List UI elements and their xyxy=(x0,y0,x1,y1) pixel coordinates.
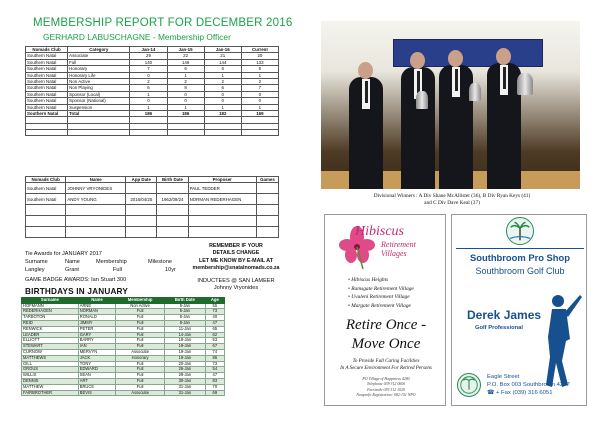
birthday-cell: CURNOW xyxy=(22,349,79,355)
golf-club-badge-icon xyxy=(457,373,481,397)
birthday-row xyxy=(22,390,225,396)
birthday-cell: 40 xyxy=(205,315,224,321)
membership-cell: 0 xyxy=(204,91,241,97)
address-line: Eagle Street xyxy=(487,374,520,380)
rsvp-notice xyxy=(186,243,286,273)
proshop-pro-role: Golf Professional xyxy=(475,325,523,331)
birthday-cell: 73 xyxy=(205,361,224,367)
tie-name: Grant xyxy=(65,267,79,273)
village-list-item: • Hibiscus Heights xyxy=(348,277,389,283)
birthday-cell: 18-Jan xyxy=(165,338,206,344)
birthday-cell: 31-Jan xyxy=(165,390,206,396)
membership-cell: 0 xyxy=(167,91,204,97)
membership-cell: 1 xyxy=(130,91,167,97)
membership-cell: 22 xyxy=(167,53,204,59)
membership-cell: Southern Natal xyxy=(26,59,68,65)
tagline-2: In A Secure Environment For Retired Persons xyxy=(340,365,432,371)
new-member-header-cell: Proposer xyxy=(188,177,256,183)
membership-cell: Sponsor (National) xyxy=(68,98,130,104)
birthday-cell: Full xyxy=(116,344,165,350)
membership-cell: 1 xyxy=(167,104,204,110)
birthday-cell: ARNE xyxy=(78,303,115,309)
membership-cell: 7 xyxy=(130,66,167,72)
rsvp-line-1: REMEMBER IF YOUR xyxy=(209,243,263,249)
proshop-divider xyxy=(456,248,584,249)
membership-cell: 186 xyxy=(130,111,167,117)
membership-cell: 1 xyxy=(241,104,278,110)
person-1 xyxy=(349,77,383,189)
birthday-cell: SEAN xyxy=(78,373,115,379)
birthday-cell: Associate xyxy=(116,349,165,355)
membership-table xyxy=(25,46,279,136)
membership-cell: 169 xyxy=(241,111,278,117)
new-member-cell: Southern Natal xyxy=(26,194,66,205)
birthday-cell: JIMMY xyxy=(78,320,115,326)
proshop-advert xyxy=(451,214,587,406)
village-list-item: • Ramsgate Retirement Village xyxy=(348,285,414,292)
membership-cell: Southern Natal xyxy=(26,111,68,117)
birthday-cell: Honorary xyxy=(116,355,165,361)
membership-cell: Honorary xyxy=(68,66,130,72)
birthday-cell: MERVYN xyxy=(78,349,115,355)
report-title: MEMBERSHIP REPORT FOR DECEMBER 2016 xyxy=(33,17,293,29)
birthday-cell: PETER xyxy=(78,326,115,332)
new-member-cell: 1962/09/24 xyxy=(157,194,188,205)
birthday-cell: BARRY xyxy=(78,338,115,344)
birthday-cell: Full xyxy=(116,378,165,384)
village-list-item: • Margate Retirement Village xyxy=(348,302,411,309)
membership-empty-row xyxy=(26,130,279,136)
membership-cell: 133 xyxy=(241,59,278,65)
birthday-cell: 19-Jan xyxy=(165,344,206,350)
new-member-cell: Southern Natal xyxy=(26,183,66,194)
new-member-header-cell: Name xyxy=(66,177,126,183)
hibiscus-tagline xyxy=(331,359,441,372)
hibiscus-sub-2: Villages xyxy=(381,249,407,258)
birthday-body xyxy=(22,303,225,396)
membership-cell: Full xyxy=(68,59,130,65)
birthday-cell: Full xyxy=(116,384,165,390)
rsvp-line-2: DETAILS CHANGE xyxy=(212,250,260,257)
birthday-header-cell: Age xyxy=(205,298,224,304)
membership-cell: 8 xyxy=(167,85,204,91)
hibiscus-contact xyxy=(331,377,441,398)
membership-cell: 0 xyxy=(130,98,167,104)
caption-line-2: and C Div Dave Keal (37) xyxy=(424,199,480,206)
birthday-cell: Full xyxy=(116,332,165,338)
membership-cell: 186 xyxy=(167,111,204,117)
new-member-cell xyxy=(256,183,278,194)
inductees-heading: INDUCTEES @ SAN LAMEER xyxy=(197,278,275,284)
address-line: P.O. Box 003 Southbroom 4277 xyxy=(487,381,570,388)
inductees-block xyxy=(186,278,286,292)
birthday-cell: 47 xyxy=(205,373,224,379)
new-member-header-cell: Birth Date xyxy=(157,177,188,183)
new-member-cell: ANDY YOUNG xyxy=(66,194,126,205)
tie-col-surname: Surname xyxy=(25,259,48,265)
contact-line: Nonprofit Registration: 082-151 NPO xyxy=(356,392,416,397)
membership-cell: Southern Natal xyxy=(26,104,68,110)
birthday-cell: 73 xyxy=(205,309,224,315)
new-member-empty-row xyxy=(26,216,279,227)
address-line: ☎ + Fax (039) 316 6051 xyxy=(487,389,553,396)
membership-header-cell: Current xyxy=(241,47,278,53)
membership-cell: Southern Natal xyxy=(26,79,68,85)
membership-cell: Southern Natal xyxy=(26,72,68,78)
new-member-cell xyxy=(157,183,188,194)
birthday-header-cell: Surname xyxy=(22,298,79,304)
new-members-body xyxy=(26,183,279,238)
birthday-cell: 5-Jan xyxy=(165,309,206,315)
birthday-header-cell: Membership xyxy=(116,298,165,304)
new-member-header-cell: Nomads Club xyxy=(26,177,66,183)
membership-cell: Southern Natal xyxy=(26,53,68,59)
birthday-cell: Full xyxy=(116,320,165,326)
proshop-address xyxy=(487,374,570,397)
membership-cell: 2 xyxy=(167,79,204,85)
birthday-header-cell: Name xyxy=(78,298,115,304)
membership-cell: Non Playing xyxy=(68,85,130,91)
membership-cell: Honorary Life xyxy=(68,72,130,78)
birthday-cell: 62 xyxy=(205,332,224,338)
tie-membership: Full xyxy=(113,267,123,273)
birthday-cell: REDERHAGEN xyxy=(22,309,79,315)
birthday-cell: 69 xyxy=(205,390,224,396)
tie-milestone: 10yr xyxy=(165,267,176,273)
birthday-cell: BRUCE xyxy=(78,384,115,390)
birthday-cell: 5-Jan xyxy=(165,303,206,309)
new-member-cell xyxy=(256,194,278,205)
hibiscus-subtitle xyxy=(381,240,416,258)
contact-line: Facsimile 039 312 1029 xyxy=(367,387,405,392)
birthday-cell: FAIRBROTHER xyxy=(22,390,79,396)
rsvp-line-3: LET ME KNOW BY E-MAIL AT xyxy=(199,257,273,264)
tie-surname: Langley xyxy=(25,267,45,273)
membership-cell: Southern Natal xyxy=(26,91,68,97)
birthday-cell: 26-Jan xyxy=(165,367,206,373)
tie-col-milestone: Milestone xyxy=(148,259,172,265)
birthday-cell: NORMAN xyxy=(78,309,115,315)
birthday-cell: 55 xyxy=(205,303,224,309)
tie-awards-heading: Tie Awards for JANUARY 2017 xyxy=(25,251,102,257)
birthday-cell: EDWARD xyxy=(78,367,115,373)
birthday-cell: 20-Jan xyxy=(165,361,206,367)
birthday-cell: ELLIOTT xyxy=(22,338,79,344)
membership-cell: 21 xyxy=(204,53,241,59)
hibiscus-name: Hibiscus xyxy=(355,224,404,239)
birthday-cell: DENNIS xyxy=(22,378,79,384)
contact-line: PO Village of Happiness 4280 xyxy=(362,377,410,381)
birthday-header-cell: Birth Date xyxy=(165,298,206,304)
birthday-cell: STEWART xyxy=(22,344,79,350)
birthday-cell: MATTHEW xyxy=(22,384,79,390)
birthday-cell: BEVIS xyxy=(78,390,115,396)
membership-cell: 6 xyxy=(130,85,167,91)
trophy-icon xyxy=(517,73,533,95)
hibiscus-slogan xyxy=(331,316,441,354)
birthday-cell: RONALD xyxy=(78,315,115,321)
membership-cell: 0 xyxy=(204,98,241,104)
membership-cell: 6 xyxy=(204,85,241,91)
palm-tree-logo-icon xyxy=(506,217,534,245)
proshop-pro-name: Derek James xyxy=(467,308,542,322)
proshop-club: Southbroom Golf Club xyxy=(475,266,565,276)
birthday-cell: 31-Jan xyxy=(165,384,206,390)
birthday-cell: 8-Jan xyxy=(165,315,206,321)
birthday-cell: JACK xyxy=(78,355,115,361)
membership-cell: 140 xyxy=(130,59,167,65)
game-badge-awards: GAME BADGE AWARDS: Ian Stuart 300 xyxy=(25,277,127,283)
new-member-cell: NORMAN REDERHAGEN xyxy=(188,194,256,205)
new-member-row xyxy=(26,183,279,194)
person-2 xyxy=(401,67,435,189)
membership-cell: Suspension xyxy=(68,104,130,110)
proshop-title: Southbroom Pro Shop xyxy=(470,252,570,263)
membership-cell: 182 xyxy=(204,111,241,117)
membership-cell: 0 xyxy=(130,72,167,78)
birthday-cell: Full xyxy=(116,309,165,315)
birthday-cell: LEADER xyxy=(22,332,79,338)
membership-header-cell: Category xyxy=(68,47,130,53)
birthday-cell: Full xyxy=(116,373,165,379)
birthday-cell: WILLIS xyxy=(22,373,79,379)
divisional-winners-photo xyxy=(321,21,580,189)
membership-header-cell: Jan-16 xyxy=(204,47,241,53)
birthday-cell: Associate xyxy=(116,390,165,396)
birthday-cell: 14-Jan xyxy=(165,332,206,338)
hibiscus-sub-1: Retirement xyxy=(381,240,416,249)
report-subtitle: GERHARD LABUSCHAGNE - Membership Officer xyxy=(43,32,231,42)
membership-cell: 1 xyxy=(204,72,241,78)
tie-col-name: Name xyxy=(65,259,80,265)
birthday-cell: 83 xyxy=(205,378,224,384)
birthday-cell: 53 xyxy=(205,338,224,344)
new-member-header-cell: Games xyxy=(256,177,278,183)
birthday-cell: 47 xyxy=(205,320,224,326)
membership-cell: Southern Natal xyxy=(26,98,68,104)
membership-cell: Southern Natal xyxy=(26,66,68,72)
birthday-cell: Full xyxy=(116,338,165,344)
contact-line: Telephone 039 312 0600 xyxy=(366,382,406,387)
membership-cell: 0 xyxy=(241,98,278,104)
new-member-cell xyxy=(126,183,157,194)
person-3 xyxy=(439,65,473,189)
new-member-row xyxy=(26,194,279,205)
membership-cell: 7 xyxy=(241,85,278,91)
new-member-empty-row xyxy=(26,227,279,238)
membership-cell: 1 xyxy=(167,72,204,78)
hibiscus-advert xyxy=(324,214,446,406)
membership-cell: 2 xyxy=(241,79,278,85)
birthday-cell: 29-Jan xyxy=(165,373,206,379)
birthday-cell: Full xyxy=(116,315,165,321)
membership-body xyxy=(26,53,279,136)
birthday-cell: Non Active xyxy=(116,303,165,309)
membership-header-cell: Nomads Club xyxy=(26,47,68,53)
membership-cell: 1 xyxy=(130,104,167,110)
birthday-cell: TONY xyxy=(78,361,115,367)
trophy-icon xyxy=(416,91,428,109)
birthdays-title: BIRTHDAYS IN JANUARY xyxy=(25,287,129,296)
birthday-cell: 74 xyxy=(205,349,224,355)
new-member-empty-row xyxy=(26,205,279,216)
membership-cell: 146 xyxy=(167,59,204,65)
new-member-header-cell: App Date xyxy=(126,177,157,183)
membership-cell: 2 xyxy=(204,79,241,85)
membership-cell: 1 xyxy=(204,104,241,110)
birthday-cell: GILL xyxy=(22,361,79,367)
membership-cell: 20 xyxy=(241,53,278,59)
new-member-cell: 2016/04/25 xyxy=(126,194,157,205)
membership-cell: Southern Natal xyxy=(26,85,68,91)
birthday-cell: 19-Jan xyxy=(165,355,206,361)
birthday-cell: 54 xyxy=(205,367,224,373)
new-members-table xyxy=(25,176,279,238)
birthday-table xyxy=(21,297,225,396)
trophy-icon xyxy=(469,83,481,101)
birthday-cell: Full xyxy=(116,361,165,367)
membership-cell: Non Active xyxy=(68,79,130,85)
birthday-cell: HOFMANN xyxy=(22,303,79,309)
birthday-cell: 65 xyxy=(205,326,224,332)
membership-cell: 0 xyxy=(241,91,278,97)
membership-cell: 144 xyxy=(204,59,241,65)
new-member-cell: JOHNNY VRYONIDES xyxy=(66,183,126,194)
birthday-cell: 70 xyxy=(205,384,224,390)
membership-cell: Associate xyxy=(68,53,130,59)
membership-cell: 5 xyxy=(241,66,278,72)
slogan-line-1: Retire Once - xyxy=(345,317,427,333)
village-list-item: • Uvuleni Retirement Village xyxy=(348,294,410,301)
birthday-cell: 67 xyxy=(205,344,224,350)
membership-header-cell: Jan-15 xyxy=(167,47,204,53)
birthday-cell: 30-Jan xyxy=(165,378,206,384)
birthday-cell: 19-Jan xyxy=(165,349,206,355)
birthday-cell: RENWICK xyxy=(22,326,79,332)
rsvp-email[interactable]: membership@snatalnomads.co.za xyxy=(192,265,280,272)
birthday-cell: IAN xyxy=(78,344,115,350)
caption-line-1: Divisional Winners : A Div Shane McAllister (36), B Div Ryan Keys (41) xyxy=(373,193,531,199)
membership-cell: Sponsor (Local) xyxy=(68,91,130,97)
membership-cell: 6 xyxy=(167,66,204,72)
birthday-cell: MATTHEWS xyxy=(22,355,79,361)
photo-caption xyxy=(323,193,581,207)
hibiscus-village-list xyxy=(348,276,414,310)
birthday-cell: TARBOTON xyxy=(22,315,79,321)
membership-cell: 2 xyxy=(130,79,167,85)
membership-header-cell: Jan-14 xyxy=(130,47,167,53)
birthday-cell: GROUS xyxy=(22,367,79,373)
membership-cell: Total xyxy=(68,111,130,117)
birthday-cell: Full xyxy=(116,326,165,332)
membership-cell: 0 xyxy=(167,98,204,104)
new-member-cell: PAUL TEDDER xyxy=(188,183,256,194)
birthday-cell: REID xyxy=(22,320,79,326)
birthday-cell: 86 xyxy=(205,355,224,361)
slogan-line-2: Move Once xyxy=(351,336,421,352)
membership-cell: 1 xyxy=(241,72,278,78)
membership-cell: 6 xyxy=(204,66,241,72)
tie-col-membership: Membership xyxy=(96,259,127,265)
birthday-cell: 8-Jan xyxy=(165,320,206,326)
membership-cell: 29 xyxy=(130,53,167,59)
birthday-cell: ART xyxy=(78,378,115,384)
birthday-cell: 11-Jan xyxy=(165,326,206,332)
birthday-cell: Full xyxy=(116,367,165,373)
person-4 xyxy=(487,63,521,189)
birthday-cell: GARY xyxy=(78,332,115,338)
inductees-name: Johnny Vryonides xyxy=(213,285,259,292)
tagline-1: To Provide Full Caring Facilities xyxy=(352,359,420,364)
